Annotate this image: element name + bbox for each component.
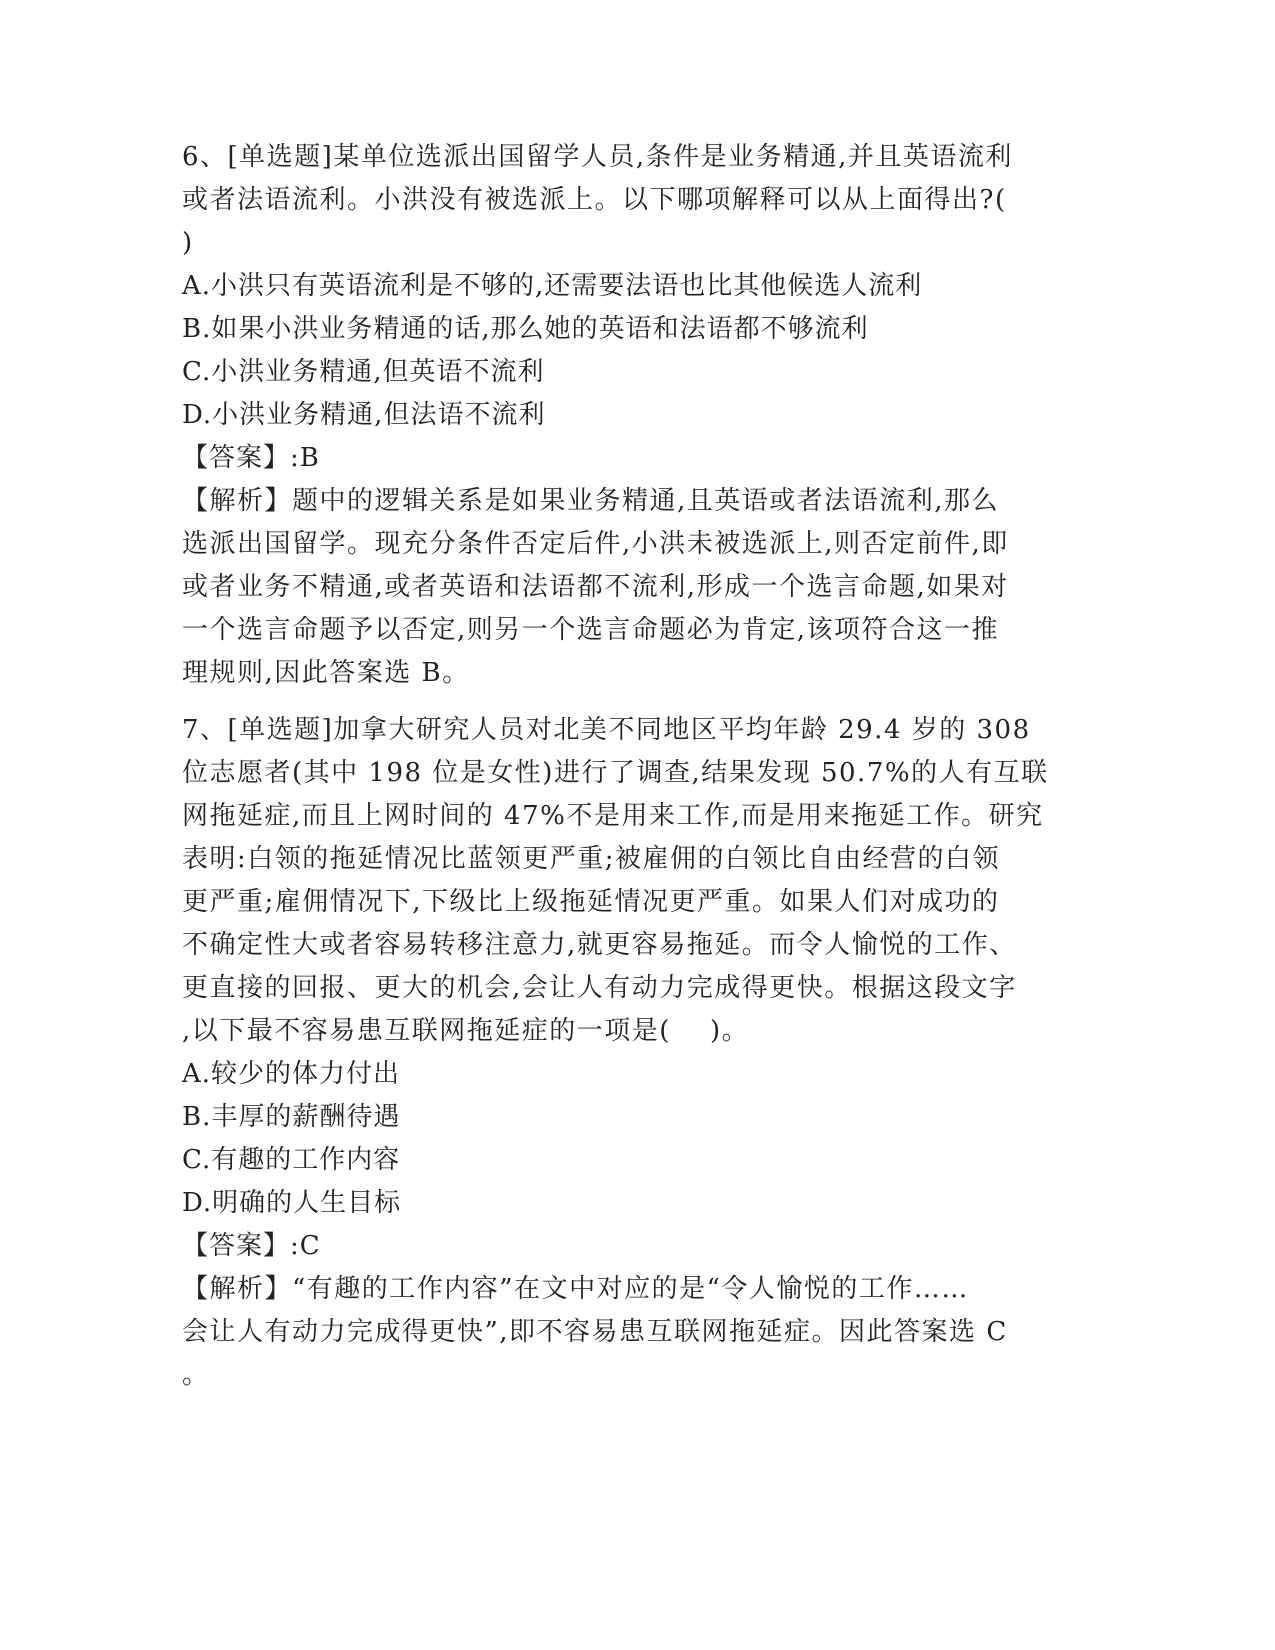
stem-line: 6、[单选题]某单位选派出国留学人员,条件是业务精通,并且英语流利	[182, 142, 1013, 172]
analysis-line: 会让人有动力完成得更快”,即不容易患互联网拖延症。因此答案选 C	[182, 1317, 1008, 1347]
analysis-line: 。	[182, 1360, 210, 1390]
question-stem	[182, 709, 1049, 1053]
option-d: D.小洪业务精通,但法语不流利	[182, 400, 546, 430]
option-a: A.较少的体力付出	[182, 1059, 401, 1089]
option-a: A.小洪只有英语流利是不够的,还需要法语也比其他候选人流利	[182, 271, 923, 301]
option-c: C.有趣的工作内容	[182, 1145, 401, 1175]
analysis-block	[182, 1268, 1032, 1397]
answer-line: 【答案】:B	[182, 443, 320, 473]
analysis-line: 【解析】题中的逻辑关系是如果业务精通,且英语或者法语流利,那么	[182, 486, 1000, 516]
stem-line: ,以下最不容易患互联网拖延症的一项是( )。	[182, 1016, 750, 1046]
stem-line: 或者法语流利。小洪没有被选派上。以下哪项解释可以从上面得出?(	[182, 185, 1007, 215]
analysis-line: 或者业务不精通,或者英语和法语都不流利,形成一个选言命题,如果对	[182, 572, 1009, 602]
analysis-line: 【解析】“有趣的工作内容”在文中对应的是“令人愉悦的工作……	[182, 1274, 969, 1304]
stem-line: 更直接的回报、更大的机会,会让人有动力完成得更快。根据这段文字	[182, 973, 1017, 1003]
stem-line: 更严重;雇佣情况下,下级比上级拖延情况更严重。如果人们对成功的	[182, 887, 1000, 917]
question-6	[182, 136, 1032, 695]
stem-line: 不确定性大或者容易转移注意力,就更容易拖延。而令人愉悦的工作、	[182, 930, 1017, 960]
stem-line: 表明:白领的拖延情况比蓝领更严重;被雇佣的白领比自由经营的白领	[182, 844, 1001, 874]
option-c: C.小洪业务精通,但英语不流利	[182, 357, 545, 387]
analysis-block	[182, 480, 1032, 695]
question-7	[182, 709, 1049, 1397]
stem-line: 7、[单选题]加拿大研究人员对北美不同地区平均年龄 29.4 岁的 308	[182, 715, 1031, 745]
option-list	[182, 1053, 1032, 1225]
option-d: D.明确的人生目标	[182, 1188, 402, 1218]
stem-line: 网拖延症,而且上网时间的 47%不是用来工作,而是用来拖延工作。研究	[182, 801, 1044, 831]
analysis-line: 选派出国留学。现充分条件否定后件,小洪未被选派上,则否定前件,即	[182, 529, 1009, 559]
option-b: B.如果小洪业务精通的话,那么她的英语和法语都不够流利	[182, 314, 869, 344]
answer-line: 【答案】:C	[182, 1231, 321, 1261]
analysis-line: 一个选言命题予以否定,则另一个选言命题必为肯定,该项符合这一推	[182, 615, 1000, 645]
option-list	[182, 265, 1032, 437]
question-stem	[182, 136, 1032, 265]
analysis-line: 理规则,因此答案选 B。	[182, 658, 470, 688]
document-page	[182, 136, 1049, 1397]
stem-line: 位志愿者(其中 198 位是女性)进行了调查,结果发现 50.7%的人有互联	[182, 758, 1049, 788]
option-b: B.丰厚的薪酬待遇	[182, 1102, 401, 1132]
stem-line: )	[182, 228, 194, 258]
